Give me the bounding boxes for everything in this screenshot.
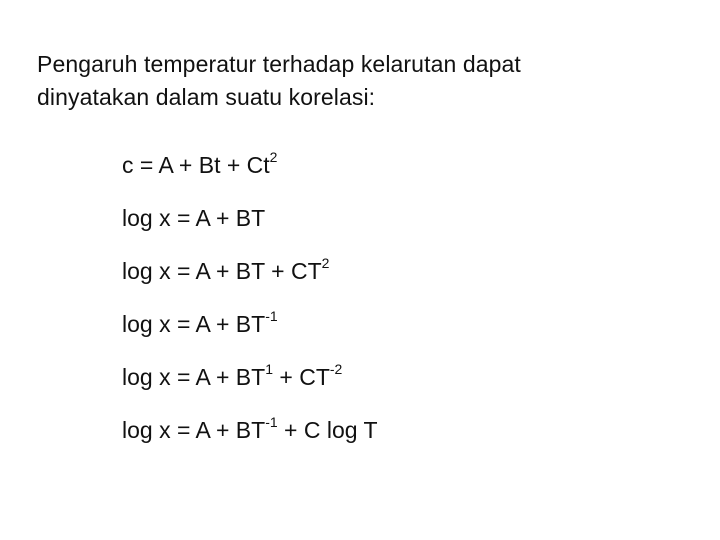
equation-4 bbox=[122, 309, 378, 362]
exponent: 2 bbox=[321, 255, 330, 272]
intro-line-1: Pengaruh temperatur terhadap kelarutan dapat bbox=[37, 51, 521, 77]
equation-text: log x = A + BT bbox=[122, 417, 266, 443]
equation-3 bbox=[122, 256, 378, 309]
exponent: -2 bbox=[329, 361, 343, 378]
equation-text: c = A + Bt + Ct bbox=[122, 152, 270, 178]
equation-list bbox=[122, 150, 378, 468]
exponent: 1 bbox=[265, 361, 273, 378]
equation-text-continued: + C log T bbox=[277, 417, 378, 443]
exponent: -1 bbox=[265, 308, 278, 325]
equation-text: log x = A + BT bbox=[122, 205, 266, 231]
equation-text-continued: + CT bbox=[273, 364, 330, 390]
equation-1 bbox=[122, 150, 378, 203]
equation-6 bbox=[122, 415, 378, 468]
equation-2 bbox=[122, 203, 378, 256]
intro-line-2: dinyatakan dalam suatu korelasi: bbox=[37, 84, 376, 110]
equation-text: log x = A + BT bbox=[122, 364, 266, 390]
equation-5 bbox=[122, 362, 378, 415]
intro-text bbox=[37, 48, 677, 114]
equation-text: log x = A + BT bbox=[122, 311, 266, 337]
exponent: 2 bbox=[269, 149, 278, 166]
equation-text: log x = A + BT + CT bbox=[122, 258, 322, 284]
exponent: -1 bbox=[265, 414, 278, 431]
